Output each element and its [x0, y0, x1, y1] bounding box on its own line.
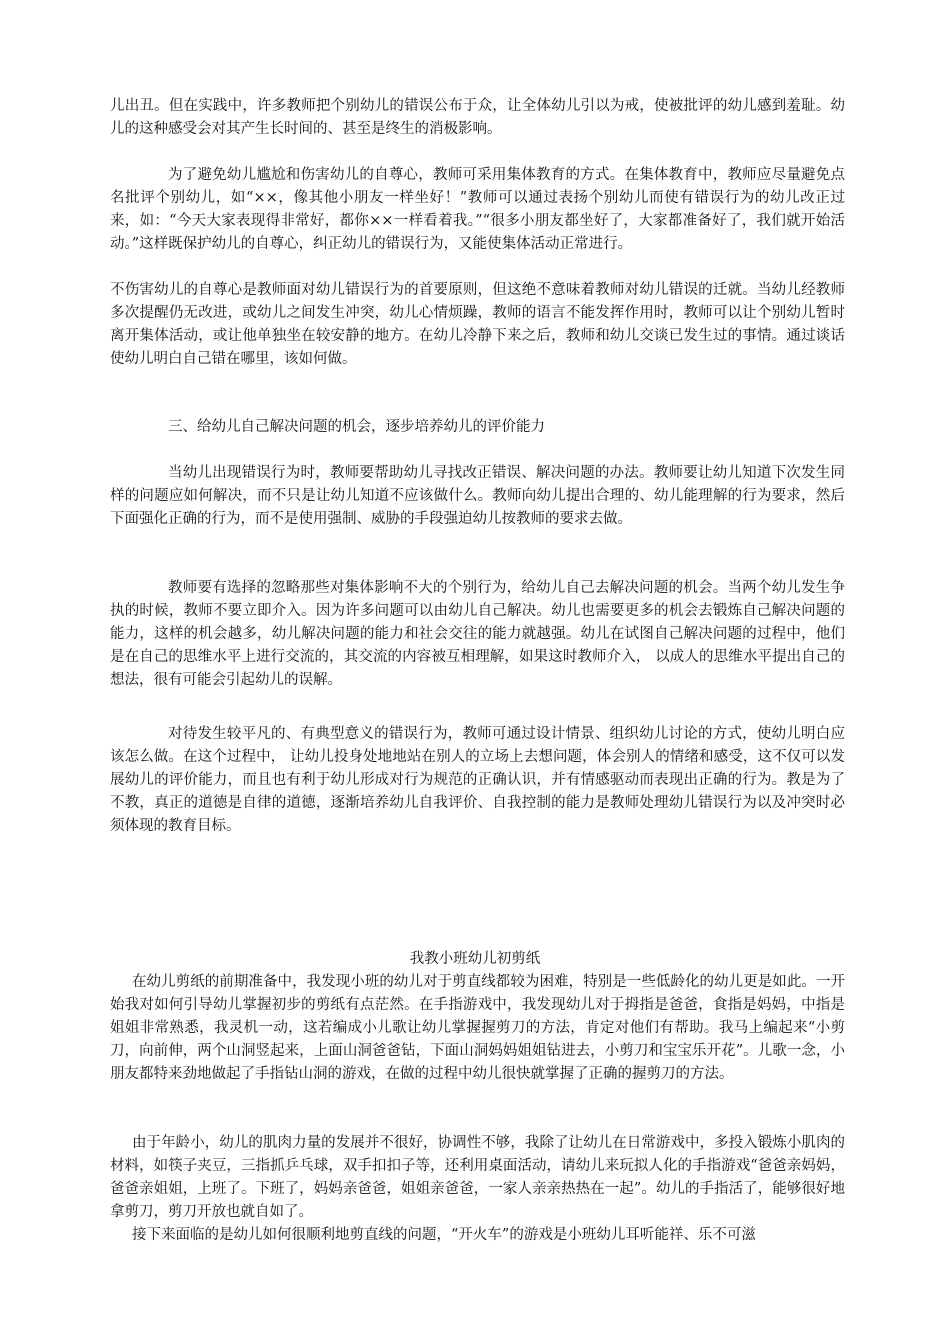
- article-title: 我教小班幼儿初剪纸: [409, 951, 541, 967]
- paragraph-scissors-song: 在幼儿剪纸的前期准备中，我发现小班的幼儿对于剪直线都较为困难，特别是一些低龄化的幼儿更是如此。一开始我对如何引导幼儿掌握初步的剪纸有点茫然。在手指游戏中，我发现幼儿对于拇指是爸爸，食指是妈妈，中指是姐姐非常熟悉，我灵机一动，这若编成小儿歌让幼儿掌握握剪刀的方法，肯定对他们有帮助。我马上编起来“小剪刀，向前伸，两个山洞竖起来，上面山洞爸爸钻，下面山洞妈妈姐姐钻进去，小剪刀和宝宝乐开花”。儿歌一念，小朋友都特来劲地做起了手指钻山洞的游戏，在做的过程中幼儿很快就掌握了正确的握剪刀的方法。: [110, 974, 845, 1082]
- paragraph-straight-line: 接下来面临的是幼儿如何很顺利地剪直线的问题，“开火车”的游戏是小班幼儿耳听能祥、乐不可滋: [132, 1227, 756, 1243]
- paragraph-finger-games: 由于年龄小，幼儿的肌肉力量的发展并不很好，协调性不够，我除了让幼儿在日常游戏中，多投入锻炼小肌肉的材料，如筷子夹豆，三指抓乒乓球，双手扣扣子等，还利用桌面活动，请幼儿来玩拟人化的手指游戏“爸爸亲妈妈，爸爸亲姐姐，上班了。下班了，妈妈亲爸爸，姐姐亲爸爸，一家人亲亲热热在一起”。幼儿的手指活了，能够很好地拿剪刀，剪刀开放也就自如了。: [110, 1135, 845, 1220]
- paragraph-solve-problems: 当幼儿出现错误行为时，教师要帮助幼儿寻找改正错误、解决问题的办法。教师要让幼儿知道下次发生同样的问题应如何解决，而不只是让幼儿知道不应该做什么。教师向幼儿提出合理的、幼儿能理解的行为要求，然后下面强化正确的行为，而不是使用强制、威胁的手段强迫幼儿按教师的要求去做。: [110, 465, 845, 527]
- paragraph-principle: 不伤害幼儿的自尊心是教师面对幼儿错误行为的首要原则，但这绝不意味着教师对幼儿错误的迁就。当幼儿经教师多次提醒仍无改进，或幼儿之间发生冲突，幼儿心情烦躁，教师的语言不能发挥作用时，教师可以让个别幼儿暂时离开集体活动，或让他单独坐在较安静的地方。在幼儿冷静下来之后，教师和幼儿交谈已发生过的事情。通过谈话使幼儿明白自己错在哪里，该如何做。: [110, 282, 845, 367]
- paragraph-scenario-discussion: 对待发生较平凡的、有典型意义的错误行为，教师可通过设计情景、组织幼儿讨论的方式，使幼儿明白应该怎么做。在这个过程中， 让幼儿投身处地地站在别人的立场上去想问题，体会别人的情绪和感受，这不仅可以发展幼儿的评价能力，而且也有利于幼儿形成对行为规范的正确认识，并有情感驱动而表现出正确的行为。教是为了不教，真正的道德是自律的道德，逐渐培养幼儿自我评价、自我控制的能力是教师处理幼儿错误行为以及冲突时必须体现的教育目标。: [110, 726, 845, 834]
- paragraph-selective-ignore: 教师要有选择的忽略那些对集体影响不大的个别行为，给幼儿自己去解决问题的机会。当两个幼儿发生争执的时候，教师不要立即介入。因为许多问题可以由幼儿自己解决。幼儿也需要更多的机会去锻炼自己解决问题的能力，这样的机会越多，幼儿解决问题的能力和社会交往的能力就越强。幼儿在试图自己解决问题的过程中，他们是在自己的思维水平上进行交流的，其交流的内容被互相理解，如果这时教师介入， 以成人的思维水平提出自己的想法，很有可能会引起幼儿的误解。: [110, 580, 845, 688]
- section-heading-3: 三、给幼儿自己解决问题的机会，逐步培养幼儿的评价能力: [168, 419, 545, 435]
- paragraph-intro: 儿出丑。但在实践中，许多教师把个别幼儿的错误公布于众，让全体幼儿引以为戒，使被批评的幼儿感到羞耻。幼儿的这种感受会对其产生长时间的、甚至是终生的消极影响。: [110, 98, 845, 137]
- paragraph-collective-education: 为了避免幼儿尴尬和伤害幼儿的自尊心，教师可采用集体教育的方式。在集体教育中，教师应尽量避免点名批评个别幼儿，如“××，像其他小朋友一样坐好！”教师可以通过表扬个别幼儿而使有错误行为的幼儿改正过来，如：“今天大家表现得非常好，都你××一样看着我。”“很多小朋友都坐好了，大家都准备好了，我们就开始活动。”这样既保护幼儿的自尊心，纠正幼儿的错误行为，又能使集体活动正常进行。: [110, 167, 845, 252]
